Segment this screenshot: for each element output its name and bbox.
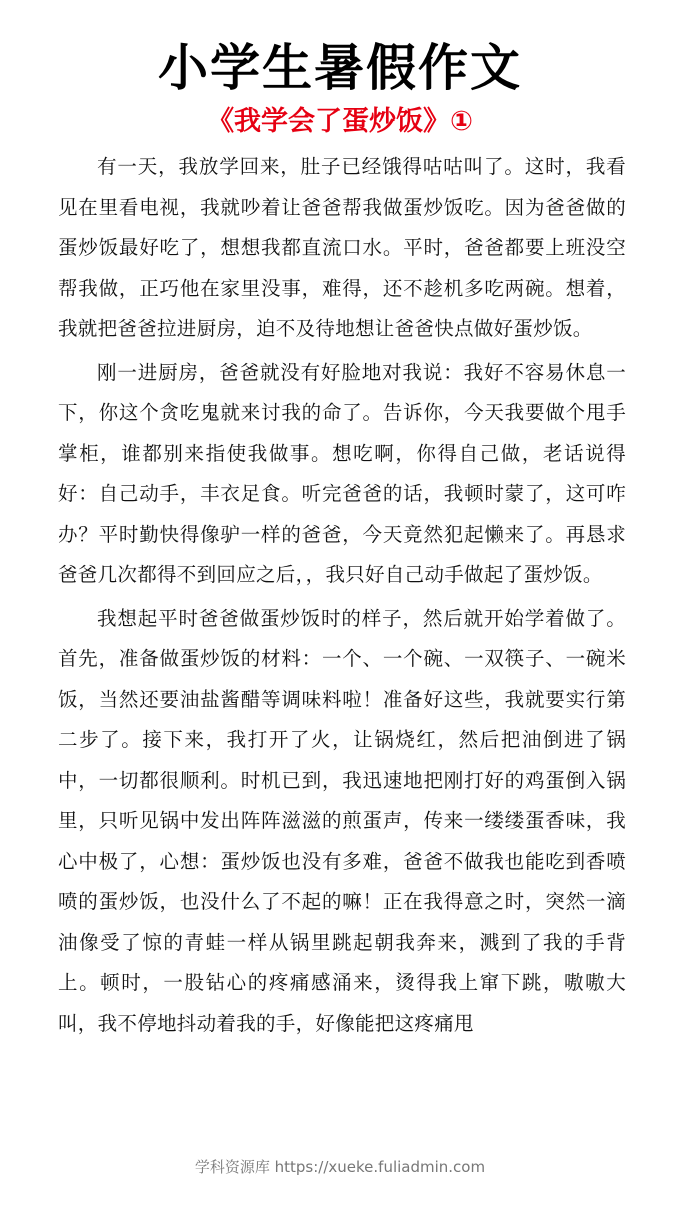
document-subtitle: 《我学会了蛋炒饭》① bbox=[207, 106, 473, 137]
paragraph-2: 刚一进厨房，爸爸就没有好脸地对我说：我好不容易休息一下，你这个贪吃鬼就来讨我的命了。告诉你，今天我要做个甩手掌柜，谁都别来指使我做事。想吃啊，你得自己做，老话说得好：自己动手，丰衣足食。听完爸爸的话，我顿时蒙了，这可咋办？平时勤快得像驴一样的爸爸，今天竟然犯起懒来了。再恳求爸爸几次都得不到回应之后，，我只好自己动手做起了蛋炒饭。 bbox=[58, 360, 626, 586]
paragraph-1: 有一天，我放学回来，肚子已经饿得咕咕叫了。这时，我看见在里看电视，我就吵着让爸爸帮我做蛋炒饭吃。因为爸爸做的蛋炒饭最好吃了，想想我都直流口水。平时，爸爸都要上班没空帮我做，正巧他在家里没事，难得，还不趁机多吃两碗。想着，我就把爸爸拉进厨房，迫不及待地想让爸爸快点做好蛋炒饭。 bbox=[58, 155, 626, 340]
document-title: 小学生暑假作文 bbox=[158, 39, 522, 97]
footer-watermark: 学科资源库 https://xueke.fuliadmin.com bbox=[194, 1158, 486, 1176]
essay-body bbox=[58, 147, 626, 1047]
paragraph-3: 我想起平时爸爸做蛋炒饭时的样子，然后就开始学着做了。首先，准备做蛋炒饭的材料：一个、一个碗、一双筷子、一碗米饭，当然还要油盐酱醋等调味料啦！准备好这些，我就要实行第二步了。接下来，我打开了火，让锅烧红，然后把油倒进了锅中，一切都很顺利。时机已到，我迅速地把刚打好的鸡蛋倒入锅里，只听见锅中发出阵阵滋滋的煎蛋声，传来一缕缕蛋香味，我心中极了，心想：蛋炒饭也没有多难，爸爸不做我也能吃到香喷喷的蛋炒饭，也没什么了不起的嘛！正在我得意之时，突然一滴油像受了惊的青蛙一样从锅里跳起朝我奔来，溅到了我的手背上。顿时，一股钻心的疼痛感涌来，烫得我上窜下跳，嗷嗷大叫，我不停地抖动着我的手，好像能把这疼痛甩 bbox=[58, 606, 626, 1035]
